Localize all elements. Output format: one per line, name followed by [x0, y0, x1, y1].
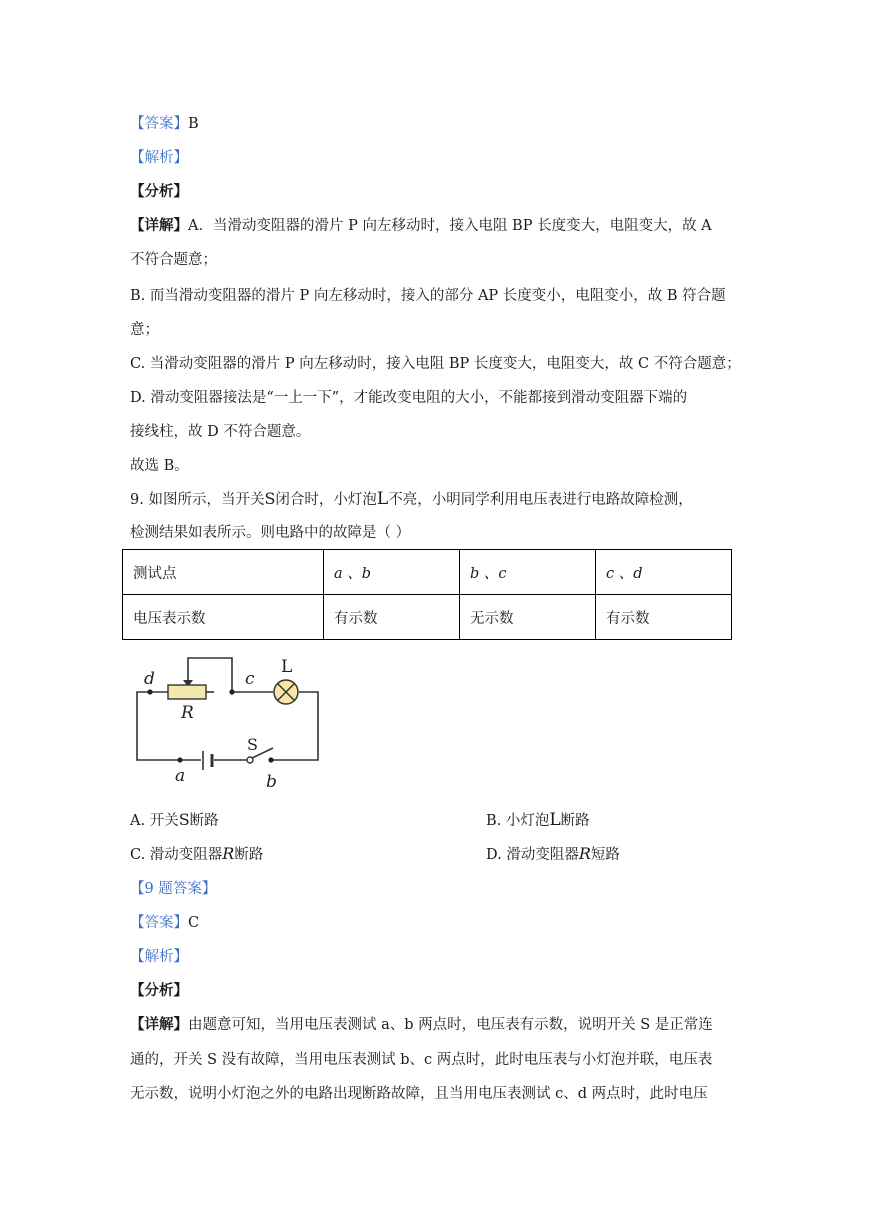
label-d: d	[144, 669, 155, 689]
q8-detail-line-1	[130, 214, 712, 235]
option-c-prefix: C. 滑动变阻器	[130, 847, 223, 863]
label-l: L	[281, 657, 293, 677]
option-b-symbol: L	[549, 810, 561, 830]
q9-answer-header: 【9 题答案】	[130, 881, 217, 897]
q9-stem-part-a: 9. 如图所示，当开关	[130, 492, 265, 508]
option-d-prefix: D. 滑动变阻器	[486, 847, 579, 863]
q8-detail-tag: 【详解】	[130, 217, 188, 234]
q9-detail-tag: 【详解】	[130, 1016, 188, 1033]
label-s: S	[247, 735, 258, 754]
node-a-icon	[177, 757, 182, 762]
q9-answer-value: C	[188, 915, 200, 931]
option-a-symbol: S	[178, 810, 190, 829]
option-b	[486, 809, 590, 830]
label-r: R	[181, 703, 194, 723]
table-header-cell: 测试点	[123, 550, 324, 595]
option-d-symbol: R	[578, 844, 591, 863]
table-header-cell: a 、b	[324, 550, 460, 595]
node-b-icon	[268, 757, 273, 762]
option-c-suffix: 断路	[234, 847, 264, 863]
q9-answer-tag: 【答案】	[130, 915, 188, 931]
q8-detail-line-3: B. 而当滑动变阻器的滑片 P 向左移动时，接入的部分 AP 长度变小，电阻变小，故 B 符合题	[130, 288, 726, 304]
option-a-prefix: A. 开关	[130, 813, 179, 829]
node-d-icon	[147, 689, 152, 694]
q9-stem-line-1	[130, 488, 693, 509]
option-b-prefix: B. 小灯泡	[486, 813, 550, 829]
q9-stem-symbol-s: S	[264, 489, 276, 508]
wire-right	[271, 692, 318, 760]
table-row	[123, 550, 732, 595]
q8-answer-line	[130, 112, 199, 133]
table-header-cell: b 、c	[460, 550, 596, 595]
q8-detail-line-2: 不符合题意；	[130, 252, 217, 268]
q8-conclusion: 故选 B。	[130, 458, 189, 474]
switch-pivot-icon	[247, 757, 253, 763]
q9-stem-symbol-l: L	[376, 489, 389, 509]
option-d-suffix: 短路	[590, 847, 620, 863]
q9-detail-line-2: 通的，开关 S 没有故障，当用电压表测试 b、c 两点时，此时电压表与小灯泡并联，电压表	[130, 1052, 713, 1068]
resistor-icon	[168, 685, 206, 699]
q8-answer-tag: 【答案】	[130, 116, 188, 132]
q9-stem-part-b: 闭合时，小灯泡	[275, 492, 377, 508]
circuit-diagram	[128, 650, 328, 795]
q8-detail-text-1: A．当滑动变阻器的滑片 P 向左移动时，接入电阻 BP 长度变大，电阻变大，故 A	[188, 218, 712, 234]
option-c-symbol: R	[222, 844, 235, 863]
label-a: a	[175, 766, 186, 786]
option-c	[130, 843, 263, 864]
table-cell: 电压表示数	[123, 595, 324, 640]
q9-analysis-tag: 【解析】	[130, 949, 188, 965]
option-a	[130, 809, 219, 830]
table-cell: 有示数	[324, 595, 460, 640]
label-c: c	[245, 669, 255, 689]
q8-analysis-tag: 【解析】	[130, 150, 188, 166]
option-b-suffix: 断路	[560, 813, 590, 829]
q9-stem-line-2: 检测结果如表所示。则电路中的故障是（ ）	[130, 525, 411, 541]
table-row	[123, 595, 732, 640]
q8-fenxi-tag: 【分析】	[130, 183, 188, 200]
q9-detail-line-1	[130, 1013, 713, 1034]
test-results-table	[122, 549, 732, 640]
q9-stem-part-c: 不亮，小明同学利用电压表进行电路故障检测，	[388, 492, 693, 508]
q8-detail-line-6: D. 滑动变阻器接法是“一上一下”，才能改变电阻的大小，不能都接到滑动变阻器下端的	[130, 390, 688, 406]
table-header-cell: c 、d	[596, 550, 732, 595]
option-d	[486, 843, 620, 864]
option-a-suffix: 断路	[189, 813, 219, 829]
node-c-icon	[229, 689, 234, 694]
q8-detail-line-4: 意；	[130, 322, 159, 338]
q9-answer-line	[130, 911, 199, 932]
label-b: b	[266, 772, 277, 792]
q9-detail-line-3: 无示数，说明小灯泡之外的电路出现断路故障，且当用电压表测试 c、d 两点时，此时电压	[130, 1086, 708, 1102]
table-cell: 有示数	[596, 595, 732, 640]
q9-fenxi-tag: 【分析】	[130, 982, 188, 999]
q8-detail-line-5: C. 当滑动变阻器的滑片 P 向左移动时，接入电阻 BP 长度变大，电阻变大，故 C 不符合题意；	[130, 356, 741, 372]
table-cell: 无示数	[460, 595, 596, 640]
q8-answer-value: B	[188, 116, 199, 132]
q8-detail-line-7: 接线柱，故 D 不符合题意。	[130, 424, 311, 440]
q9-detail-text-1: 由题意可知，当用电压表测试 a、b 两点时，电压表有示数，说明开关 S 是正常连	[188, 1017, 713, 1033]
